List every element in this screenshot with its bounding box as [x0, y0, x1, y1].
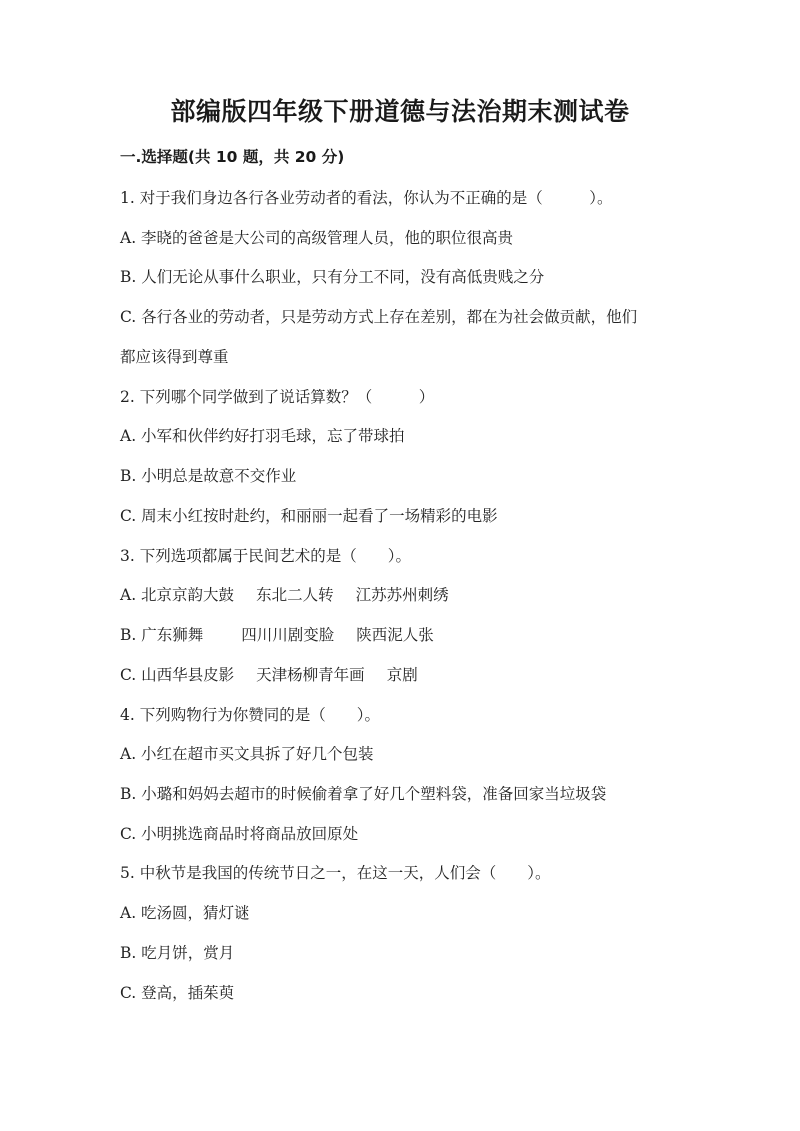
question-4-option-c: C. 小明挑选商品时将商品放回原处 [120, 825, 359, 843]
option-part: 江苏苏州刺绣 [355, 586, 449, 604]
question-2-stem: 2. 下列哪个同学做到了说话算数？（ ） [120, 388, 435, 406]
option-part: 东北二人转 [256, 586, 334, 604]
question-1-stem: 1. 对于我们身边各行各业劳动者的看法，你认为不正确的是（ ）。 [120, 189, 613, 207]
option-part: 天津杨柳青年画 [256, 666, 365, 684]
option-part: 四川川剧变脸 [241, 626, 335, 644]
question-5-option-b: B. 吃月饼，赏月 [120, 944, 235, 962]
page-title: 部编版四年级下册道德与法治期末测试卷 [170, 97, 630, 126]
question-4-stem: 4. 下列购物行为你赞同的是（ ）。 [120, 706, 380, 724]
question-2-option-c: C. 周末小红按时赴约，和丽丽一起看了一场精彩的电影 [120, 507, 498, 525]
question-3-stem: 3. 下列选项都属于民间艺术的是（ ）。 [120, 547, 411, 565]
question-1-option-c-continued: 都应该得到尊重 [120, 348, 229, 366]
question-1-option-c: C. 各行各业的劳动者，只是劳动方式上存在差别，都在为社会做贡献，他们 [120, 308, 638, 326]
question-3-option-c [120, 664, 680, 686]
question-4-option-a: A. 小红在超市买文具拆了好几个包装 [120, 745, 374, 763]
option-part: 陕西泥人张 [356, 626, 434, 644]
question-1-option-b: B. 人们无论从事什么职业，只有分工不同，没有高低贵贱之分 [120, 268, 545, 286]
question-4-option-b: B. 小璐和妈妈去超市的时候偷着拿了好几个塑料袋，准备回家当垃圾袋 [120, 785, 607, 803]
option-part: 京剧 [386, 666, 418, 684]
option-part: A. 北京京韵大鼓 [120, 586, 235, 604]
question-2-option-b: B. 小明总是故意不交作业 [120, 467, 297, 485]
question-3-option-b [120, 624, 680, 646]
question-5-stem: 5. 中秋节是我国的传统节日之一，在这一天，人们会（ ）。 [120, 864, 551, 882]
option-part: C. 山西华县皮影 [120, 666, 235, 684]
question-2-option-a: A. 小军和伙伴约好打羽毛球，忘了带球拍 [120, 427, 405, 445]
question-5-option-c: C. 登高，插茱萸 [120, 984, 235, 1002]
question-3-option-a [120, 584, 680, 606]
section-heading: 一.选择题(共 10 题，共 20 分) [120, 148, 345, 166]
option-part: B. 广东狮舞 [120, 626, 204, 644]
question-1-option-a: A. 李晓的爸爸是大公司的高级管理人员，他的职位很高贵 [120, 229, 514, 247]
question-5-option-a: A. 吃汤圆，猜灯谜 [120, 904, 250, 922]
